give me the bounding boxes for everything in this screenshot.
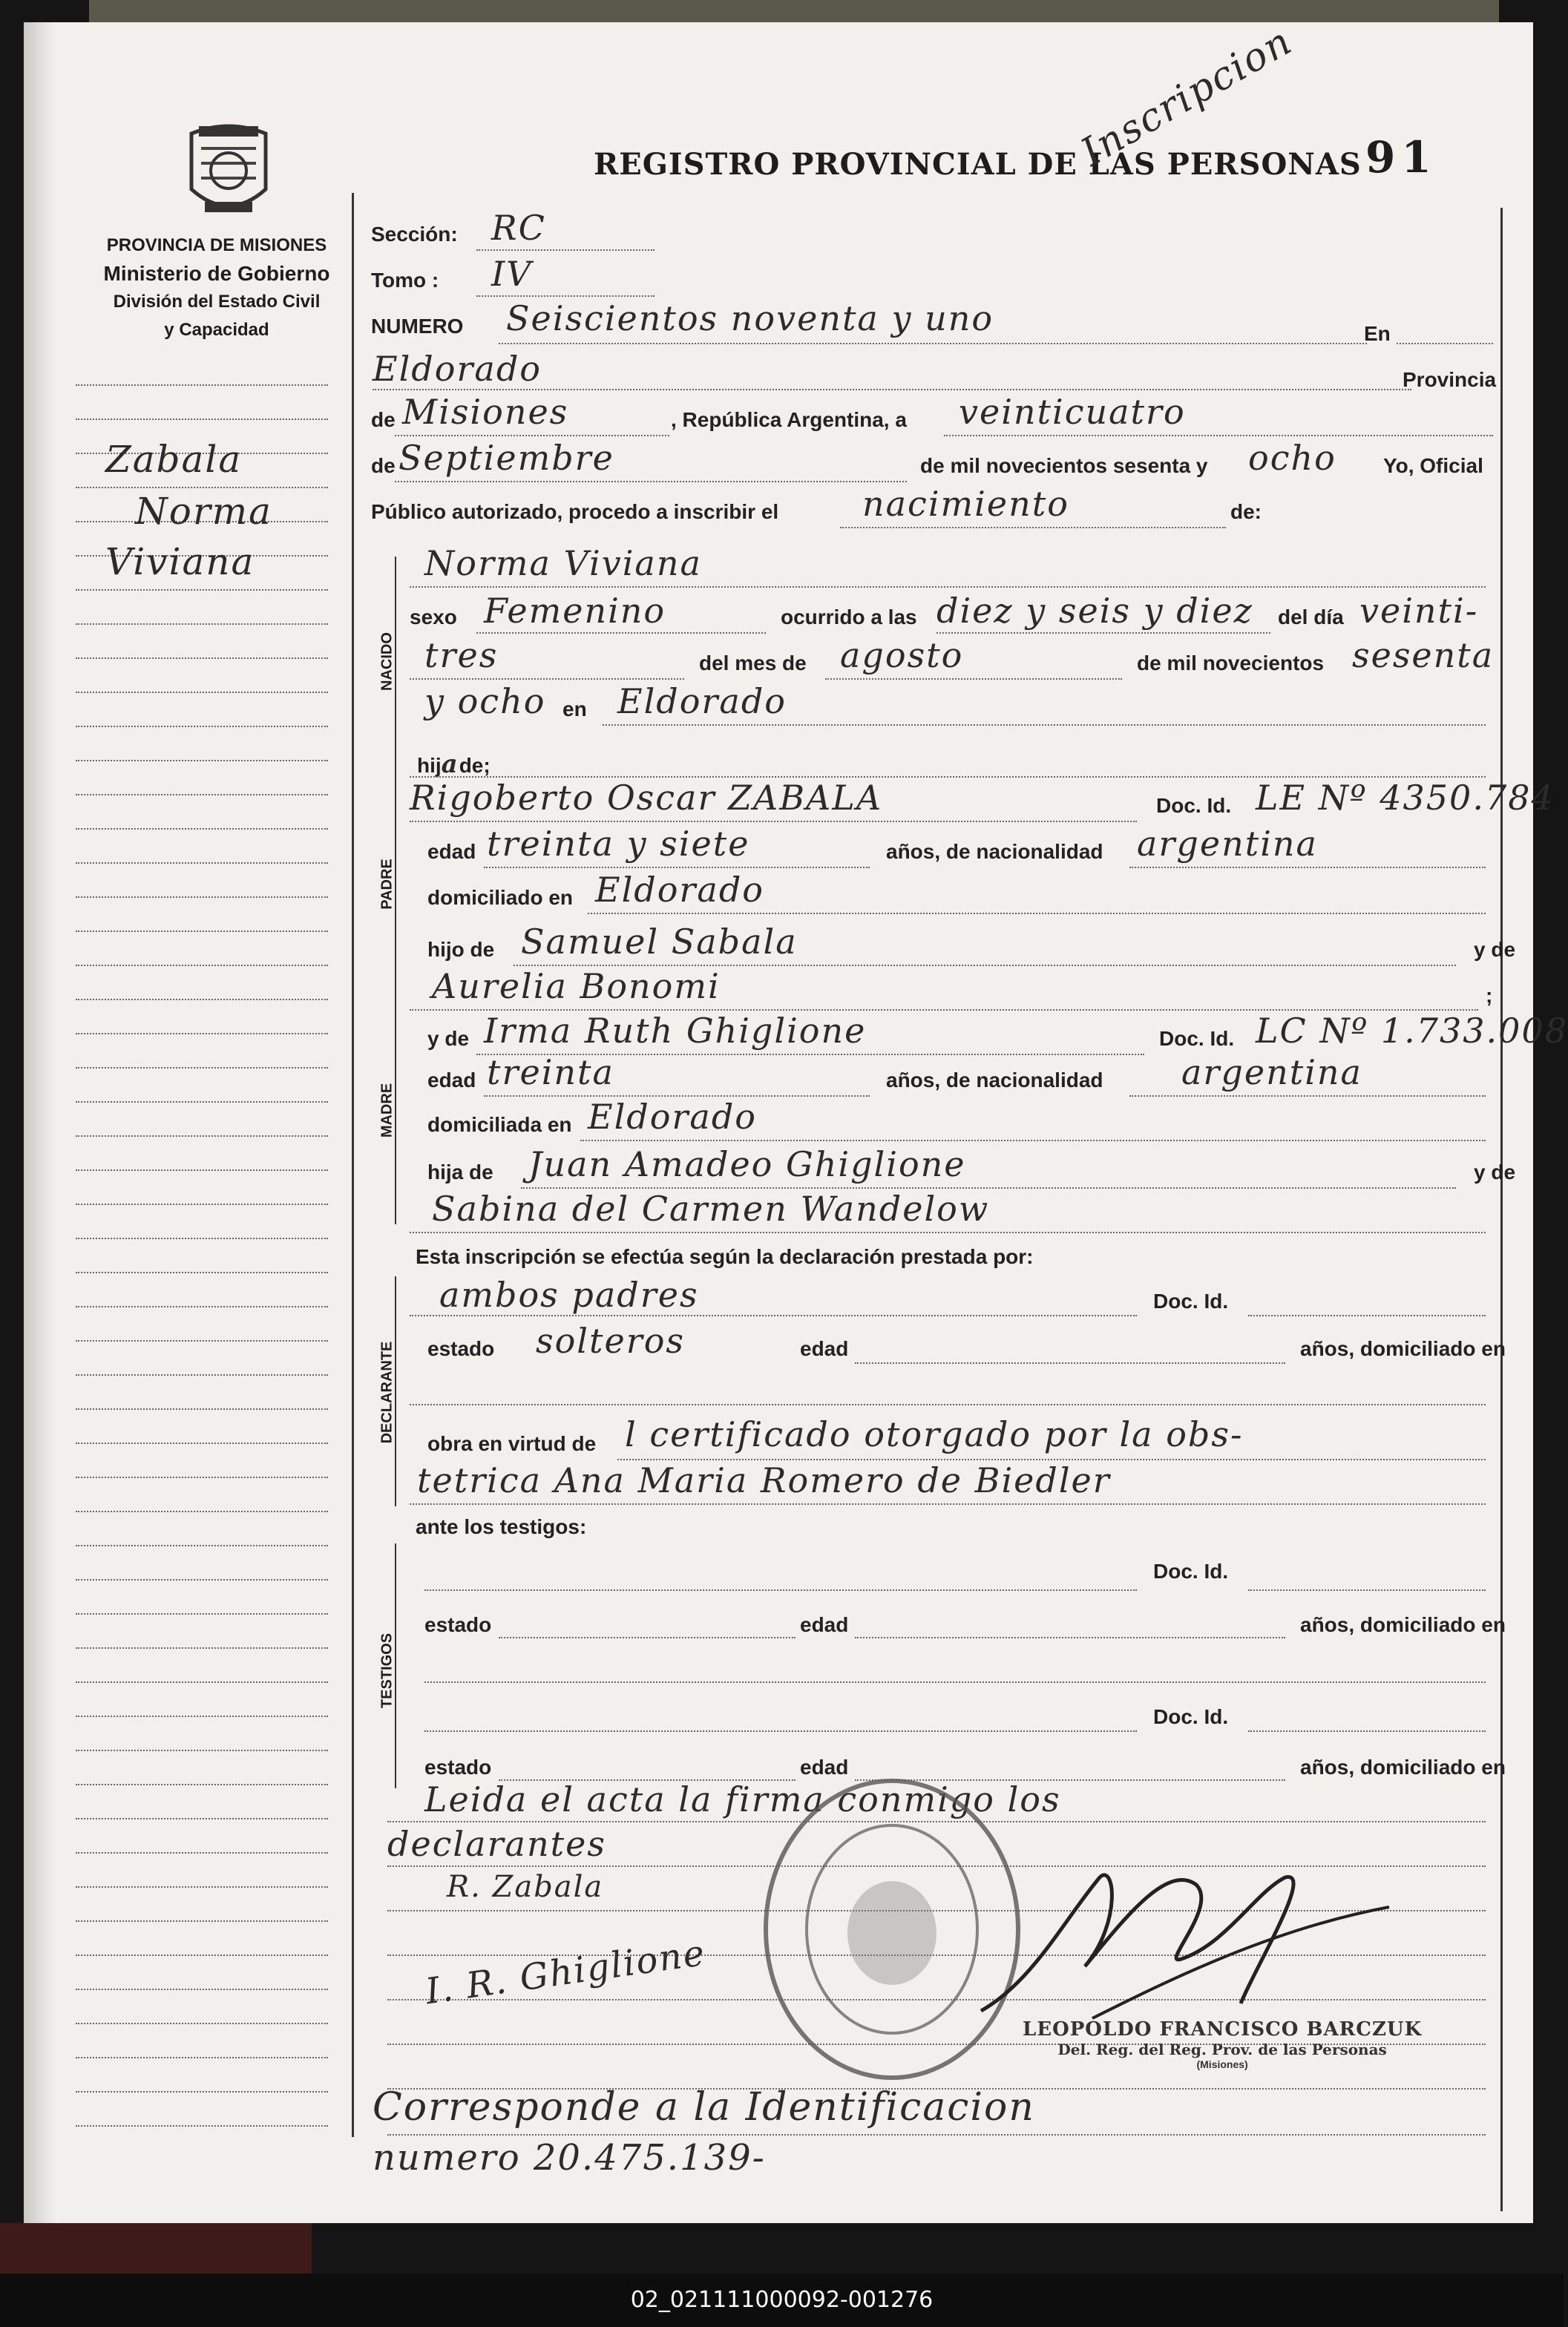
numero-value: Seiscientos noventa y uno — [506, 298, 994, 338]
hija-label — [417, 749, 491, 779]
testigo2-anios-label: años, domiciliado en — [1300, 1756, 1506, 1779]
sexo-label: sexo — [410, 605, 457, 628]
right-column-rule — [1500, 208, 1503, 2211]
hija-post: de; — [459, 754, 491, 777]
province-seal-icon — [183, 119, 275, 223]
en-label: En — [1364, 322, 1391, 345]
official-place: (Misiones) — [1196, 2058, 1248, 2070]
testigo2-estado-label: estado — [424, 1756, 492, 1779]
padre-nombre: Rigoberto Oscar ZABALA — [410, 778, 883, 818]
padre-edad: treinta y siete — [487, 824, 750, 864]
declarante-estado-label: estado — [427, 1337, 495, 1360]
ocurrido-label: ocurrido a las — [781, 605, 917, 628]
padre-madre: Aurelia Bonomi — [432, 966, 721, 1006]
signature-mother: I. R. Ghiglione — [422, 1931, 709, 2013]
scan-file-id: 02_021111000092-001276 — [0, 2274, 1564, 2327]
seccion-label: Sección: — [371, 223, 458, 246]
testigo1-doc-label: Doc. Id. — [1153, 1560, 1229, 1583]
testigo2-edad-label: edad — [800, 1756, 849, 1779]
madre-doc-label: Doc. Id. — [1159, 1027, 1235, 1050]
madre-doc: LC Nº 1.733.008 — [1256, 1011, 1568, 1051]
mes-value: Septiembre — [398, 438, 614, 478]
nacido-label: NACIDO — [378, 632, 396, 691]
madre-label: MADRE — [378, 1083, 396, 1138]
margin-surname: Zabala — [105, 438, 243, 481]
official-name: LEOPOLDO FRANCISCO BARCZUK — [1023, 2018, 1423, 2041]
padre-padre: Samuel Sabala — [521, 922, 798, 962]
padre-anios-label: años, de nacionalidad — [886, 840, 1103, 863]
hija-pre: hij — [417, 754, 442, 777]
padre-label: PADRE — [378, 859, 396, 910]
margin-name-2: Viviana — [105, 540, 255, 583]
de-label: de — [371, 408, 396, 431]
obra-1: l certificado otorgado por la obs- — [625, 1414, 1244, 1454]
mes-label: del mes de — [699, 652, 807, 675]
testigos-label: TESTIGOS — [378, 1632, 396, 1709]
official-block — [1023, 2018, 1422, 2070]
en2-label: en — [562, 698, 587, 721]
dia-value: veinticuatro — [959, 392, 1186, 432]
leida-1: Leida el acta la firma conmigo los — [424, 1779, 1061, 1819]
sexo-value: Femenino — [484, 591, 666, 631]
provincia-label: Provincia — [1403, 368, 1497, 391]
declarante-edad-label: edad — [800, 1337, 849, 1360]
declarante-nombre: ambos padres — [439, 1275, 699, 1315]
padre-doc: LE Nº 4350.784 — [1256, 778, 1555, 818]
testigo1-edad-label: edad — [800, 1613, 849, 1636]
madre-yde-label: y de — [427, 1027, 470, 1050]
padre-domicilio: Eldorado — [595, 870, 764, 910]
oficial-label: Yo, Oficial — [1383, 454, 1483, 477]
madre-nacionalidad: argentina — [1181, 1052, 1362, 1092]
ministry-line-4: y Capacidad — [164, 320, 269, 340]
hora-value: diez y seis y diez — [936, 591, 1253, 631]
scan-edge — [0, 2223, 312, 2274]
acto-value: nacimiento — [862, 484, 1069, 524]
lugar-value: Eldorado — [373, 349, 542, 389]
padre-edad-label: edad — [427, 840, 476, 863]
testigo2-doc-label: Doc. Id. — [1153, 1705, 1229, 1728]
ministry-line-2: Ministerio de Gobierno — [103, 262, 330, 285]
deldia-label: del día — [1278, 605, 1344, 628]
de2-label: de — [371, 454, 396, 477]
hija-suffix: a — [441, 749, 459, 779]
madre-madre: Sabina del Carmen Wandelow — [432, 1189, 990, 1229]
anio1-value: sesenta — [1352, 635, 1495, 675]
leida-2: declarantes — [387, 1824, 606, 1864]
testigo1-anios-label: años, domiciliado en — [1300, 1613, 1506, 1636]
obra-2: tetrica Ana Maria Romero de Biedler — [417, 1460, 1111, 1500]
madre-hija-label: hija de — [427, 1161, 493, 1184]
testigo1-estado-label: estado — [424, 1613, 492, 1636]
madre-edad: treinta — [487, 1052, 614, 1092]
margin-name-1: Norma — [135, 490, 272, 533]
dia2-value: tres — [424, 635, 499, 675]
declarante-estado: solteros — [536, 1321, 686, 1361]
numero-label: NUMERO — [371, 315, 464, 338]
nota-2: numero 20.475.139- — [373, 2137, 766, 2179]
page-fold — [24, 22, 56, 2223]
madre-anios-label: años, de nacionalidad — [886, 1069, 1103, 1092]
padre-doc-label: Doc. Id. — [1156, 794, 1232, 817]
padre-nacionalidad: argentina — [1137, 824, 1318, 864]
madre-nombre: Irma Ruth Ghiglione — [484, 1011, 867, 1051]
ante-label: ante los testigos: — [416, 1515, 587, 1538]
left-column-rule — [352, 193, 354, 2137]
padre-dom-label: domiciliado en — [427, 886, 574, 909]
madre-domicilio: Eldorado — [588, 1097, 757, 1137]
corner-annotation: Inscripcion — [1074, 19, 1300, 175]
madre-dom-label: domiciliada en — [427, 1113, 572, 1136]
madre-padre: Juan Amadeo Ghiglione — [528, 1144, 966, 1184]
milnov-label: de mil novecientos sesenta y — [920, 454, 1208, 477]
madre-yde2-label: y de — [1474, 1161, 1516, 1184]
padre-semicolon: ; — [1486, 984, 1493, 1007]
nacido-lugar: Eldorado — [617, 681, 787, 721]
de3-label: de: — [1230, 500, 1262, 523]
official-role: Del. Reg. del Reg. Prov. de las Personas — [1057, 2041, 1387, 2058]
declarante-anios-label: años, domiciliado en — [1300, 1337, 1506, 1360]
milnov2-label: de mil novecientos — [1137, 652, 1325, 675]
signature-father: R. Zabala — [447, 1870, 604, 1904]
publico-label: Público autorizado, procedo a inscribir el — [371, 500, 779, 523]
anio-value: ocho — [1248, 438, 1336, 478]
decl-intro: Esta inscripción se efectúa según la declaración prestada por: — [416, 1245, 1034, 1268]
tomo-value: IV — [491, 254, 533, 294]
nacido-nombre: Norma Viviana — [424, 543, 702, 583]
republica-label: , República Argentina, a — [671, 408, 907, 431]
padre-hijo-label: hijo de — [427, 938, 495, 961]
ministry-line-1: PROVINCIA DE MISIONES — [106, 235, 327, 255]
page-number: 91 — [1365, 132, 1437, 183]
tomo-label: Tomo : — [371, 269, 439, 292]
nacido-mes: agosto — [840, 635, 964, 675]
ministry-block — [68, 232, 365, 344]
declarante-doc-label: Doc. Id. — [1153, 1290, 1229, 1313]
dia1-value: veinti- — [1359, 591, 1479, 631]
obra-label: obra en virtud de — [427, 1432, 597, 1455]
padre-yde-label: y de — [1474, 938, 1516, 961]
document-title: REGISTRO PROVINCIAL DE LAS PERSONAS — [594, 147, 1362, 182]
nota-1: Corresponde a la Identificacion — [373, 2085, 1035, 2130]
madre-edad-label: edad — [427, 1069, 476, 1092]
anio2-value: y ocho — [424, 681, 546, 721]
declarante-label: DECLARANTE — [378, 1341, 396, 1444]
document-page — [24, 19, 1568, 2223]
provincia-value: Misiones — [402, 392, 569, 432]
seccion-value: RC — [491, 208, 546, 248]
ministry-line-3: División del Estado Civil — [113, 292, 321, 312]
